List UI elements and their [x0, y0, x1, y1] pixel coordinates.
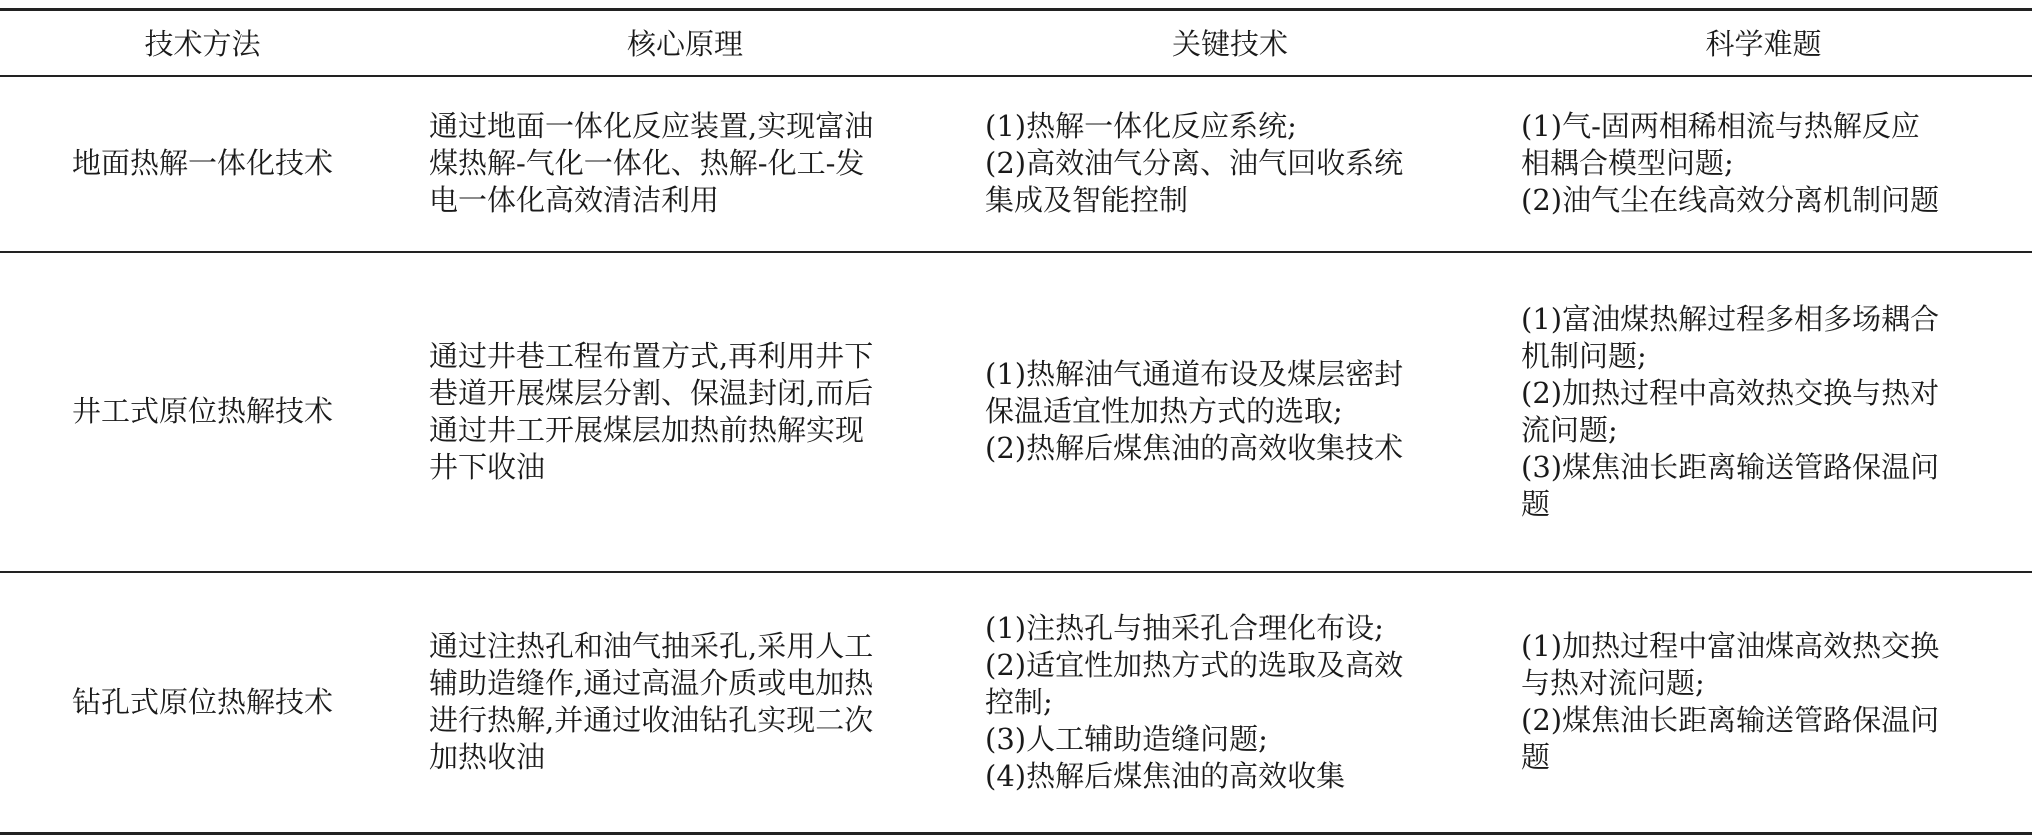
method-cell: 地面热解一体化技术: [0, 76, 405, 252]
header-method: 技术方法: [0, 10, 405, 76]
problem-cell: [1495, 76, 2032, 252]
problem-item: (2)煤焦油长距离输送管路保温问 题: [1521, 703, 1940, 775]
header-key-tech: 关键技术: [965, 10, 1495, 76]
key-tech-cell: [965, 572, 1495, 834]
key-tech-item: (2)高效油气分离、油气回收系统 集成及智能控制: [985, 146, 1404, 217]
header-principle: 核心原理: [405, 10, 965, 76]
key-tech-item: (1)注热孔与抽采孔合理化布设;: [985, 610, 1384, 645]
problem-item: (1)加热过程中富油煤高效热交换 与热对流问题;: [1521, 629, 1940, 701]
problem-item: (3)煤焦油长距离输送管路保温问 题: [1521, 449, 1940, 521]
key-tech-item: (3)人工辅助造缝问题;: [985, 721, 1268, 756]
header-row: [0, 10, 2032, 76]
table-row: [0, 76, 2032, 252]
key-tech-item: (2)热解后煤焦油的高效收集技术: [985, 431, 1404, 465]
header-problems: 科学难题: [1495, 10, 2032, 76]
key-tech-cell: [965, 76, 1495, 252]
method-cell: 钻孔式原位热解技术: [0, 572, 405, 834]
principle-cell: 通过井巷工程布置方式,再利用井下 巷道开展煤层分割、保温封闭,而后 通过井工开展煤层加热前热解实现 井下收油: [405, 252, 965, 572]
problem-cell: [1495, 252, 2032, 572]
key-tech-item: (1)热解一体化反应系统;: [985, 109, 1297, 143]
technology-comparison-table: [0, 8, 2032, 835]
table-body: [0, 76, 2032, 834]
table-row: [0, 572, 2032, 834]
table-header: [0, 10, 2032, 76]
method-cell: 井工式原位热解技术: [0, 252, 405, 572]
key-tech-item: (1)热解油气通道布设及煤层密封 保温适宜性加热方式的选取;: [985, 357, 1404, 428]
problem-cell: [1495, 572, 2032, 834]
problem-item: (1)气-固两相稀相流与热解反应 相耦合模型问题;: [1521, 109, 1920, 180]
principle-cell: 通过注热孔和油气抽采孔,采用人工 辅助造缝作,通过高温介质或电加热 进行热解,并通过收油钻孔实现二次 加热收油: [405, 572, 965, 834]
problem-item: (2)加热过程中高效热交换与热对 流问题;: [1521, 375, 1940, 447]
problem-item: (2)油气尘在线高效分离机制问题: [1521, 183, 1940, 217]
table-row: [0, 252, 2032, 572]
problem-item: (1)富油煤热解过程多相多场耦合 机制问题;: [1521, 301, 1940, 373]
key-tech-item: (4)热解后煤焦油的高效收集: [985, 758, 1346, 793]
key-tech-cell: [965, 252, 1495, 572]
principle-cell: 通过地面一体化反应装置,实现富油 煤热解-气化一体化、热解-化工-发 电一体化高效清洁利用: [405, 76, 965, 252]
key-tech-item: (2)适宜性加热方式的选取及高效 控制;: [985, 647, 1404, 719]
